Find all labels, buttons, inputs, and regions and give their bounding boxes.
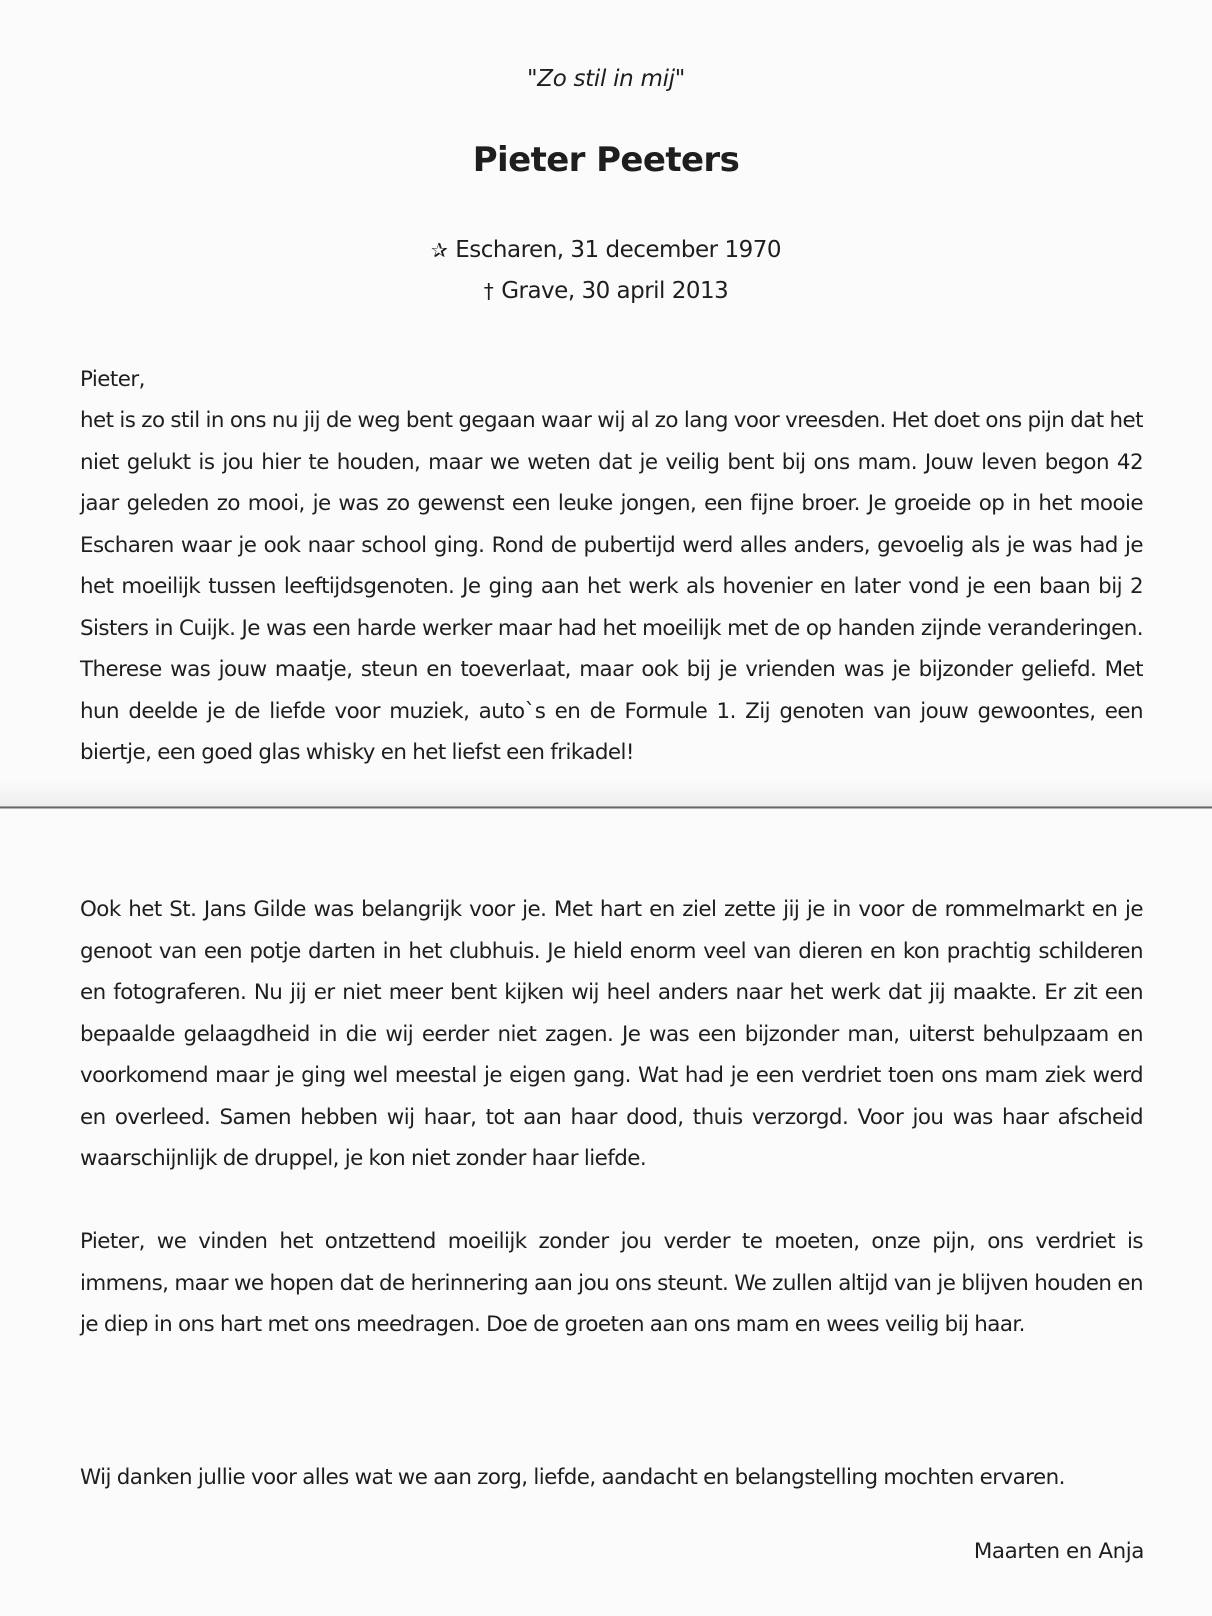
paragraph-1: het is zo stil in ons nu jij de weg bent gegaan waar wij al zo lang voor vreesden. Het doet ons pijn dat het niet gelukt is jou hier te houden, maar we weten dat je veilig bent bij ons mam. Jouw leven begon 42 jaar geleden zo mooi, je was zo gewenst een leuke jongen, een fijne broer. Je groeide op in het mooie Escharen waar je ook naar school ging. Rond de pubertijd werd alles anders, gevoelig als je was had je het moeilijk tussen leeftijdsgenoten. Je ging aan het werk als hovenier en later vond je een baan bij 2 Sisters in Cuijk. Je was een harde werker maar had het moeilijk met de op handen zijnde veranderingen. Therese was jouw maatje, steun en toeverlaat, maar ook bij je vrienden was je bijzonder geliefd. Met hun deelde je de liefde voor muziek, auto`s en de Formule 1. Zij genoten van jouw gewoontes, een biertje, een goed glas whisky en het liefst een frikadel! bbox=[80, 408, 1143, 765]
birth-date: Escharen, 31 december 1970 bbox=[455, 237, 781, 263]
salutation: Pieter, bbox=[80, 367, 145, 392]
paragraph-4: Wij danken jullie voor alles wat we aan zorg, liefde, aandacht en belangstelling mochten ervaren. bbox=[80, 1465, 1065, 1490]
star-icon: ✰ bbox=[431, 238, 448, 262]
motto: "Zo stil in mij" bbox=[526, 66, 686, 92]
paragraph-2: Ook het St. Jans Gilde was belangrijk voor je. Met hart en ziel zette jij je in voor de rommelmarkt en je genoot van een potje darten in het clubhuis. Je hield enorm veel van dieren en kon prachtig schilderen en fotograferen. Nu jij er niet meer bent kijken wij heel anders naar het werk dat jij maakte. Er zit een bepaalde gelaagdheid in die wij eerder niet zagen. Je was een bijzonder man, uiterst behulpzaam en voorkomend maar je ging wel meestal je eigen gang. Wat had je een verdriet toen ons mam ziek werd en overleed. Samen hebben wij haar, tot aan haar dood, thuis verzorgd. Voor jou was haar afscheid waarschijnlijk de druppel, je kon niet zonder haar liefde. bbox=[80, 897, 1143, 1171]
fold-line bbox=[0, 806, 1212, 809]
deceased-name: Pieter Peeters bbox=[472, 140, 740, 180]
death-date: Grave, 30 april 2013 bbox=[501, 278, 729, 304]
cross-icon: † bbox=[483, 279, 494, 303]
birth-line bbox=[0, 237, 1212, 263]
signature: Maarten en Anja bbox=[973, 1539, 1144, 1564]
death-line bbox=[0, 278, 1212, 304]
paragraph-3: Pieter, we vinden het ontzettend moeilijk zonder jou verder te moeten, onze pijn, ons verdriet is immens, maar we hopen dat de herinnering aan jou ons steunt. We zullen altijd van je blijven houden en je diep in ons hart met ons meedragen. Doe de groeten aan ons mam en wees veilig bij haar. bbox=[80, 1229, 1143, 1337]
fold-shadow bbox=[0, 780, 1212, 806]
